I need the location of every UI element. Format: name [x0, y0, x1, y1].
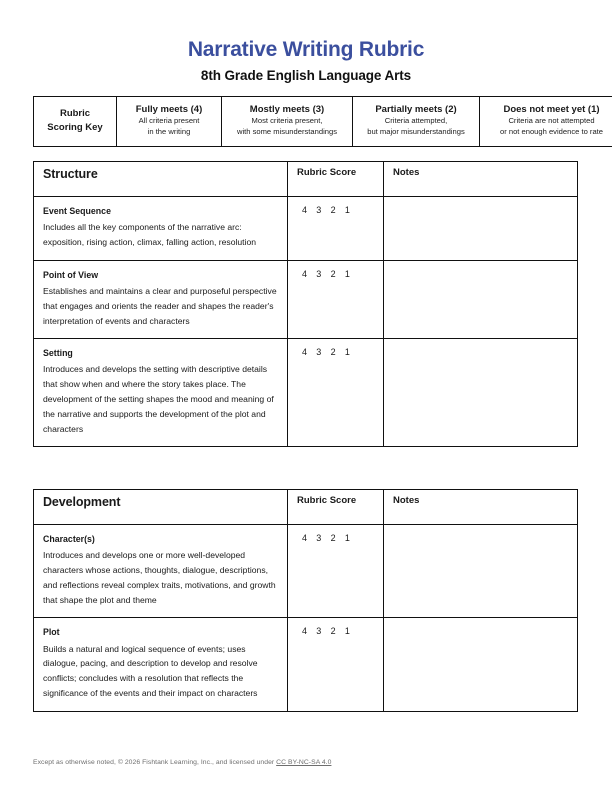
scoring-level-desc-line2: with some misunderstandings [236, 127, 338, 136]
criterion-name: Setting [43, 348, 73, 359]
scoring-level-fully-meets [117, 97, 222, 147]
scoring-key-label-cell [34, 97, 117, 147]
scoring-level-heading: Fully meets (4) [135, 104, 203, 116]
footer-text: Except as otherwise noted, © 2026 Fishtank Learning, Inc., and licensed under [33, 759, 277, 766]
table-row [34, 618, 578, 711]
scoring-level-desc-line1: Most criteria present, [251, 116, 323, 126]
criterion-description: Introduces and develops the setting with descriptive details that show when and where the story takes place. The development of the setting shapes the mood and meaning of the narrative and supports the development of the plot and characters [43, 364, 274, 434]
criterion-description: Establishes and maintains a clear and purposeful perspective that engages and orients the reader and shapes the reader's interpretation of events and characters [43, 285, 277, 326]
section-title-structure: Structure [34, 162, 288, 197]
scoring-key-label-line1: Rubric [59, 108, 91, 120]
score-options-characters[interactable]: 4 3 2 1 [288, 525, 384, 618]
criterion-description: Includes all the key components of the narrative arc: exposition, rising action, climax, falling action, resolution [43, 222, 257, 247]
table-row [34, 260, 578, 339]
table-row [34, 197, 578, 261]
page-subtitle: 8th Grade English Language Arts [200, 68, 412, 83]
score-options-plot[interactable]: 4 3 2 1 [288, 618, 384, 711]
scoring-key-row [34, 97, 612, 147]
criterion-cell-event-sequence [34, 197, 288, 261]
notes-field-plot[interactable] [384, 618, 578, 711]
rubric-table-structure [33, 161, 578, 447]
scoring-level-heading: Partially meets (2) [375, 104, 457, 116]
scoring-level-desc-line2: in the writing [147, 127, 191, 136]
table-header-row [34, 162, 578, 197]
criterion-name: Plot [43, 627, 60, 638]
criterion-cell-point-of-view [34, 260, 288, 339]
scoring-level-heading: Mostly meets (3) [249, 104, 325, 116]
criterion-description: Introduces and develops one or more well-developed characters whose actions, thoughts, dialogue, descriptions, and reflections reveal complex traits, motivations, and growth that shape the plot and theme [43, 550, 276, 605]
notes-field-event-sequence[interactable] [384, 197, 578, 261]
notes-field-characters[interactable] [384, 525, 578, 618]
score-options-event-sequence[interactable]: 4 3 2 1 [288, 197, 384, 261]
scoring-level-desc-line2: but major misunderstandings [367, 127, 465, 136]
notes-field-point-of-view[interactable] [384, 260, 578, 339]
scoring-level-heading: Does not meet yet (1) [503, 104, 600, 116]
scoring-level-mostly-meets [222, 97, 353, 147]
notes-field-setting[interactable] [384, 339, 578, 447]
scoring-key-label-line2: Scoring Key [47, 122, 103, 133]
scoring-level-desc-line2: or not enough evidence to rate [499, 127, 603, 136]
scoring-level-desc-line1: Criteria attempted, [384, 116, 448, 126]
criterion-cell-setting [34, 339, 288, 447]
score-options-setting[interactable]: 4 3 2 1 [288, 339, 384, 447]
scoring-level-partially-meets [353, 97, 480, 147]
rubric-scoring-key-table [33, 96, 612, 147]
criterion-name: Event Sequence [43, 206, 111, 216]
criterion-name: Point of View [43, 269, 99, 280]
page-title: Narrative Writing Rubric [187, 38, 425, 61]
section-title-development: Development [34, 490, 288, 525]
criterion-cell-characters [34, 525, 288, 618]
table-row [34, 525, 578, 618]
scoring-level-desc-line1: Criteria are not attempted [508, 116, 595, 126]
column-header-notes: Notes [384, 490, 578, 525]
criterion-name: Character(s) [43, 534, 95, 544]
scoring-level-desc-line1: All criteria present [138, 116, 200, 126]
column-header-notes: Notes [384, 162, 578, 197]
rubric-table-development [33, 489, 578, 712]
score-options-point-of-view[interactable]: 4 3 2 1 [288, 260, 384, 339]
table-row [34, 339, 578, 447]
column-header-rubric-score: Rubric Score [288, 490, 384, 525]
table-header-row [34, 490, 578, 525]
footer-attribution [33, 759, 578, 766]
scoring-level-does-not-meet-yet [480, 97, 612, 147]
license-link[interactable]: CC BY-NC-SA 4.0 [276, 759, 332, 766]
criterion-cell-plot [34, 618, 288, 711]
criterion-description: Builds a natural and logical sequence of events; uses dialogue, pacing, and description to develop and resolve conflicts; concludes with a resolution that reflects the significance of the events and their impact on characters [43, 643, 258, 698]
column-header-rubric-score: Rubric Score [288, 162, 384, 197]
